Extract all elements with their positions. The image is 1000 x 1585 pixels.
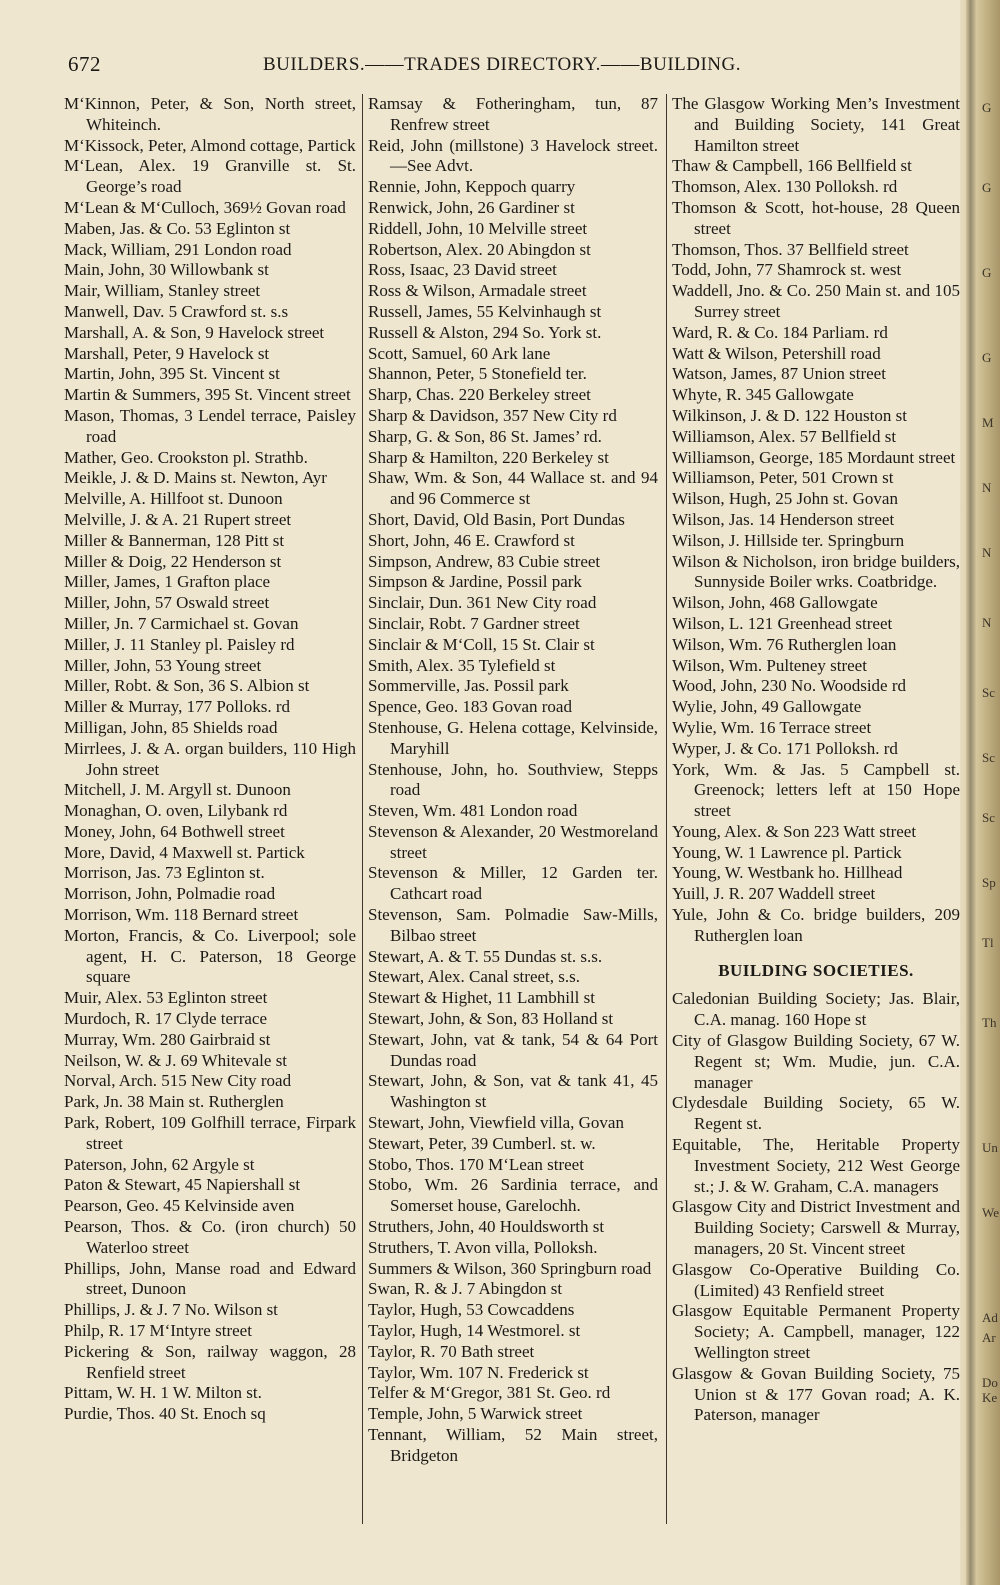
directory-entry: Miller, John, 57 Oswald street <box>64 593 270 613</box>
edge-letter: Sc <box>982 810 995 825</box>
directory-entry: Pearson, Thos. & Co. (iron church) 50 Waterloo street <box>64 1217 356 1257</box>
page-header <box>68 52 968 80</box>
directory-entry: Sharp, Chas. 220 Berkeley street <box>368 385 591 405</box>
directory-entry: Young, Alex. & Son 223 Watt street <box>672 821 917 841</box>
directory-entry: Stobo, Thos. 170 M‘Lean street <box>368 1154 584 1174</box>
directory-entry: Murdoch, R. 17 Clyde terrace <box>64 1009 267 1029</box>
directory-entry: Stevenson & Miller, 12 Garden ter. Cathcart road <box>368 863 658 904</box>
directory-entry: Short, John, 46 E. Crawford st <box>368 530 575 550</box>
directory-entry: Melville, J. & A. 21 Rupert street <box>64 509 292 529</box>
directory-entry: Struthers, T. Avon villa, Polloksh. <box>368 1237 598 1257</box>
edge-letter: Tl <box>982 935 994 950</box>
directory-entry: Tennant, William, 52 Main street, Bridgeton <box>368 1425 658 1465</box>
directory-entry: Shaw, Wm. & Son, 44 Wallace st. and 94 and 96 Commerce st <box>368 468 658 509</box>
directory-entry: Wood, John, 230 No. Woodside rd <box>672 676 906 696</box>
directory-entry: Watt & Wilson, Petershill road <box>672 343 881 363</box>
directory-entry: Stevenson, Sam. Polmadie Saw-Mills, Bilbao street <box>368 905 658 945</box>
directory-entry: Yuill, J. R. 207 Waddell street <box>672 884 876 904</box>
directory-entry: Morrison, John, Polmadie road <box>64 884 276 904</box>
edge-letter: G <box>982 350 992 365</box>
directory-entry: Russell, James, 55 Kelvinhaugh st <box>368 301 602 321</box>
edge-letter: Ke <box>982 1390 998 1405</box>
column-1 <box>64 94 356 1425</box>
directory-entry: Caledonian Building Society; Jas. Blair, C.A. manag. 160 Hope st <box>672 989 960 1030</box>
directory-entry: Steven, Wm. 481 London road <box>368 801 578 821</box>
directory-entry: Philp, R. 17 M‘Intyre street <box>64 1321 252 1341</box>
directory-entry: Sinclair & M‘Coll, 15 St. Clair st <box>368 634 595 654</box>
directory-entry: Mitchell, J. M. Argyll st. Dunoon <box>64 780 291 800</box>
directory-entry: Muir, Alex. 53 Eglinton street <box>64 988 268 1008</box>
directory-entry: Williamson, Peter, 501 Crown st <box>672 468 894 488</box>
directory-entry: Wilson, Hugh, 25 John st. Govan <box>672 489 898 509</box>
directory-entry: Sinclair, Dun. 361 New City road <box>368 593 597 613</box>
directory-entry: Wylie, Wm. 16 Terrace street <box>672 717 872 737</box>
directory-entry: Stenhouse, G. Helena cottage, Kelvinside, Maryhill <box>368 717 658 758</box>
directory-entry: Mair, William, Stanley street <box>64 281 261 301</box>
directory-entry: Simpson & Jardine, Possil park <box>368 572 582 592</box>
directory-entry: Miller & Murray, 177 Polloks. rd <box>64 697 291 717</box>
edge-letter: N <box>982 615 992 630</box>
edge-letter: N <box>982 545 992 560</box>
edge-letter: Un <box>982 1140 998 1155</box>
directory-entry: Paton & Stewart, 45 Napiershall st <box>64 1175 301 1195</box>
directory-entry: Wilson, Wm. Pulteney street <box>672 655 867 675</box>
directory-entry: Miller, John, 53 Young street <box>64 655 262 675</box>
directory-entry: Yule, John & Co. bridge builders, 209 Rutherglen loan <box>672 905 960 945</box>
directory-entry: M‘Kissock, Peter, Almond cottage, Partick <box>64 135 356 155</box>
directory-entry: Taylor, R. 70 Bath street <box>368 1341 535 1361</box>
edge-letter: We <box>982 1205 999 1220</box>
directory-entry: Miller, Robt. & Son, 36 S. Albion st <box>64 676 310 696</box>
directory-entry: Wyper, J. & Co. 171 Polloksh. rd <box>672 738 898 758</box>
directory-entry: Park, Robert, 109 Golfhill terrace, Firpark street <box>64 1113 356 1153</box>
directory-entry: Wilson, Wm. 76 Rutherglen loan <box>672 634 897 654</box>
running-title: BUILDERS.——TRADES DIRECTORY.——BUILDING. <box>263 54 741 75</box>
directory-entry: Thaw & Campbell, 166 Bellfield st <box>672 156 912 176</box>
directory-entry: Stevenson & Alexander, 20 Westmoreland street <box>368 821 658 862</box>
directory-entry: Wilson, L. 121 Greenhead street <box>672 613 893 633</box>
edge-letter: Do <box>982 1375 998 1390</box>
directory-entry: Swan, R. & J. 7 Abingdon st <box>368 1279 563 1299</box>
edge-letter: G <box>982 180 992 195</box>
builders-list <box>672 94 960 947</box>
directory-entry: Simpson, Andrew, 83 Cubie street <box>368 551 601 571</box>
binding-shadow <box>966 0 976 1585</box>
directory-entry: Pearson, Geo. 45 Kelvinside aven <box>64 1196 295 1216</box>
directory-entry: Purdie, Thos. 40 St. Enoch sq <box>64 1404 266 1424</box>
directory-entry: Marshall, Peter, 9 Havelock st <box>64 343 270 363</box>
directory-entry: Martin & Summers, 395 St. Vincent street <box>64 385 351 405</box>
directory-entry: Struthers, John, 40 Houldsworth st <box>368 1217 605 1237</box>
directory-entry: The Glasgow Working Men’s Investment and Building Society, 141 Great Hamilton street <box>672 94 960 155</box>
directory-entry: Miller, Jn. 7 Carmichael st. Govan <box>64 613 299 633</box>
section-title-building-societies: BUILDING SOCIETIES. <box>718 960 914 980</box>
directory-entry: Glasgow City and District Investment and Building Society; Carswell & Murray, managers, 20 St. Vincent street <box>672 1197 960 1259</box>
directory-entry: Glasgow Equitable Permanent Property Society; A. Campbell, manager, 122 Wellington street <box>672 1301 960 1363</box>
directory-entry: Mack, William, 291 London road <box>64 239 292 259</box>
directory-entry: Stewart, John, vat & tank, 54 & 64 Port Dundas road <box>368 1029 658 1070</box>
directory-entry: Monaghan, O. oven, Lilybank rd <box>64 801 288 821</box>
directory-entry: Paterson, John, 62 Argyle st <box>64 1154 255 1174</box>
directory-entry: Murray, Wm. 280 Gairbraid st <box>64 1029 271 1049</box>
directory-entry: Sinclair, Robt. 7 Gardner street <box>368 613 580 633</box>
directory-entry: Sharp & Hamilton, 220 Berkeley st <box>368 447 609 467</box>
directory-entry: Telfer & M‘Gregor, 381 St. Geo. rd <box>368 1383 611 1403</box>
directory-entry: M‘Lean & M‘Culloch, 369½ Govan road <box>64 197 346 217</box>
directory-entry: Ramsay & Fotheringham, tun, 87 Renfrew street <box>368 94 658 134</box>
column-2 <box>368 94 658 1467</box>
directory-entry: Miller & Doig, 22 Henderson st <box>64 551 282 571</box>
directory-entry: Money, John, 64 Bothwell street <box>64 821 285 841</box>
directory-entry: Sharp & Davidson, 357 New City rd <box>368 405 617 425</box>
directory-entry: Taylor, Wm. 107 N. Frederick st <box>368 1362 589 1382</box>
directory-entry: Ross, Isaac, 23 David street <box>368 260 557 280</box>
edge-letter: M <box>982 415 994 430</box>
edge-letter: Sc <box>982 750 995 765</box>
directory-entry: Summers & Wilson, 360 Springburn road <box>368 1258 652 1278</box>
directory-entry: Pittam, W. H. 1 W. Milton st. <box>64 1383 262 1403</box>
directory-entry: Todd, John, 77 Shamrock st. west <box>672 260 902 280</box>
directory-entry: Sharp, G. & Son, 86 St. James’ rd. <box>368 426 602 446</box>
directory-entry: Short, David, Old Basin, Port Dundas <box>368 509 625 529</box>
directory-entry: Clydesdale Building Society, 65 W. Regent st. <box>672 1093 960 1134</box>
column-3 <box>672 94 960 1426</box>
directory-entry: Morrison, Jas. 73 Eglinton st. <box>64 863 265 883</box>
directory-entry: Sommerville, Jas. Possil park <box>368 676 569 696</box>
directory-entry: Stewart, John, Viewfield villa, Govan <box>368 1113 624 1133</box>
directory-entry: Renwick, John, 26 Gardiner st <box>368 197 575 217</box>
directory-entry: More, David, 4 Maxwell st. Partick <box>64 842 305 862</box>
directory-entry: Williamson, George, 185 Mordaunt street <box>672 447 956 467</box>
directory-entry: Whyte, R. 345 Gallowgate <box>672 385 854 405</box>
directory-entry: Stewart & Highet, 11 Lambhill st <box>368 988 595 1008</box>
edge-letter: Ar <box>982 1330 996 1345</box>
edge-letter: Th <box>982 1015 997 1030</box>
directory-entry: York, Wm. & Jas. 5 Campbell st. Greenock; letters left at 150 Hope street <box>672 759 960 821</box>
directory-entry: Stewart, John, & Son, vat & tank 41, 45 Washington st <box>368 1071 658 1112</box>
column-divider <box>362 94 363 1524</box>
directory-entry: Wilson, Jas. 14 Henderson street <box>672 509 895 529</box>
directory-entry: Maben, Jas. & Co. 53 Eglinton st <box>64 218 291 238</box>
directory-entry: Young, W. 1 Lawrence pl. Partick <box>672 842 902 862</box>
directory-entry: Taylor, Hugh, 14 Westmorel. st <box>368 1321 581 1341</box>
directory-entry: Miller, J. 11 Stanley pl. Paisley rd <box>64 634 295 654</box>
directory-entry: Ross & Wilson, Armadale street <box>368 281 587 301</box>
edge-letter: Sp <box>982 875 996 890</box>
directory-entry: Young, W. Westbank ho. Hillhead <box>672 863 903 883</box>
directory-entry: Miller, James, 1 Grafton place <box>64 572 271 592</box>
directory-entry: Manwell, Dav. 5 Crawford st. s.s <box>64 301 289 321</box>
directory-entry: Equitable, The, Heritable Property Investment Society, 212 West George st.; J. & W. Graham, C.A. managers <box>672 1135 960 1196</box>
directory-entry: Glasgow & Govan Building Society, 75 Union st & 177 Govan road; A. K. Paterson, manager <box>672 1363 960 1425</box>
directory-entry: Martin, John, 395 St. Vincent st <box>64 364 280 384</box>
directory-entry: Pickering & Son, railway waggon, 28 Renfield street <box>64 1341 356 1382</box>
directory-entry: Wilson & Nicholson, iron bridge builders, Sunnyside Boiler wrks. Coatbridge. <box>672 551 960 592</box>
directory-entry: Stewart, Alex. Canal street, s.s. <box>368 967 580 987</box>
directory-entry: Meikle, J. & D. Mains st. Newton, Ayr <box>64 468 327 488</box>
directory-entry: Ward, R. & Co. 184 Parliam. rd <box>672 322 888 342</box>
edge-letter: Sc <box>982 685 995 700</box>
directory-entry: Miller & Bannerman, 128 Pitt st <box>64 530 285 550</box>
directory-entry: Riddell, John, 10 Melville street <box>368 218 588 238</box>
directory-entry: Shannon, Peter, 5 Stonefield ter. <box>368 364 587 384</box>
edge-letter: Ad <box>982 1310 998 1325</box>
directory-entry: Waddell, Jno. & Co. 250 Main st. and 105 Surrey street <box>672 281 960 321</box>
edge-letter: N <box>982 480 992 495</box>
directory-entry: Robertson, Alex. 20 Abingdon st <box>368 239 591 259</box>
page-number: 672 <box>68 52 101 76</box>
directory-entry: Glasgow Co-Operative Building Co. (Limited) 43 Renfield street <box>672 1259 960 1300</box>
directory-entry: Milligan, John, 85 Shields road <box>64 717 278 737</box>
directory-entry: Temple, John, 5 Warwick street <box>368 1404 583 1424</box>
directory-entry: Watson, James, 87 Union street <box>672 364 886 384</box>
directory-entry: Reid, John (millstone) 3 Havelock street.—See Advt. <box>368 135 658 176</box>
directory-entry: Marshall, A. & Son, 9 Havelock street <box>64 322 325 342</box>
directory-entry: Phillips, J. & J. 7 No. Wilson st <box>64 1300 278 1320</box>
directory-entry: Neilson, W. & J. 69 Whitevale st <box>64 1050 288 1070</box>
directory-entry: Smith, Alex. 35 Tylefield st <box>368 655 556 675</box>
directory-entry: Park, Jn. 38 Main st. Rutherglen <box>64 1092 284 1112</box>
directory-entry: Melville, A. Hillfoot st. Dunoon <box>64 489 283 509</box>
directory-entry: Wilson, J. Hillside ter. Springburn <box>672 530 905 550</box>
directory-entry: Williamson, Alex. 57 Bellfield st <box>672 426 897 446</box>
edge-letter: G <box>982 265 992 280</box>
directory-entry: Wylie, John, 49 Gallowgate <box>672 697 862 717</box>
directory-entry: City of Glasgow Building Society, 67 W. Regent st; Wm. Mudie, jun. C.A. manager <box>672 1031 960 1092</box>
directory-entry: Mather, Geo. Crookston pl. Strathb. <box>64 447 308 467</box>
directory-entry: Russell & Alston, 294 So. York st. <box>368 322 602 342</box>
directory-entry: Taylor, Hugh, 53 Cowcaddens <box>368 1300 575 1320</box>
directory-entry: Thomson & Scott, hot-house, 28 Queen street <box>672 197 960 238</box>
directory-entry: M‘Kinnon, Peter, & Son, North street, Whiteinch. <box>64 94 356 134</box>
directory-entry: Mirrlees, J. & A. organ builders, 110 High John street <box>64 738 356 779</box>
directory-entry: Phillips, John, Manse road and Edward street, Dunoon <box>64 1258 356 1299</box>
directory-entry: Wilkinson, J. & D. 122 Houston st <box>672 405 907 425</box>
directory-entry: Spence, Geo. 183 Govan road <box>368 697 572 717</box>
directory-entry: Stewart, A. & T. 55 Dundas st. s.s. <box>368 946 603 966</box>
directory-entry: Stobo, Wm. 26 Sardinia terrace, and Somerset house, Garelochh. <box>368 1175 658 1216</box>
directory-entry: Morton, Francis, & Co. Liverpool; sole agent, H. C. Paterson, 18 George square <box>64 925 356 987</box>
directory-entry: Stewart, Peter, 39 Cumberl. st. w. <box>368 1133 596 1153</box>
directory-entry: Main, John, 30 Willowbank st <box>64 260 269 280</box>
directory-entry: Stewart, John, & Son, 83 Holland st <box>368 1009 614 1029</box>
directory-entry: Scott, Samuel, 60 Ark lane <box>368 343 551 363</box>
directory-entry: Norval, Arch. 515 New City road <box>64 1071 292 1091</box>
directory-entry: Rennie, John, Keppoch quarry <box>368 177 576 197</box>
directory-entry: Wilson, John, 468 Gallowgate <box>672 593 878 613</box>
building-societies-list <box>672 989 960 1426</box>
directory-entry: M‘Lean, Alex. 19 Granville st. St. George’s road <box>64 156 356 197</box>
directory-entry: Thomson, Alex. 130 Polloksh. rd <box>672 177 898 197</box>
directory-entry: Thomson, Thos. 37 Bellfield street <box>672 239 909 259</box>
edge-letter: G <box>982 100 992 115</box>
column-divider <box>666 94 667 1524</box>
directory-entry: Stenhouse, John, ho. Southview, Stepps road <box>368 759 658 800</box>
directory-entry: Morrison, Wm. 118 Bernard street <box>64 905 299 925</box>
directory-entry: Mason, Thomas, 3 Lendel terrace, Paisley road <box>64 405 356 446</box>
